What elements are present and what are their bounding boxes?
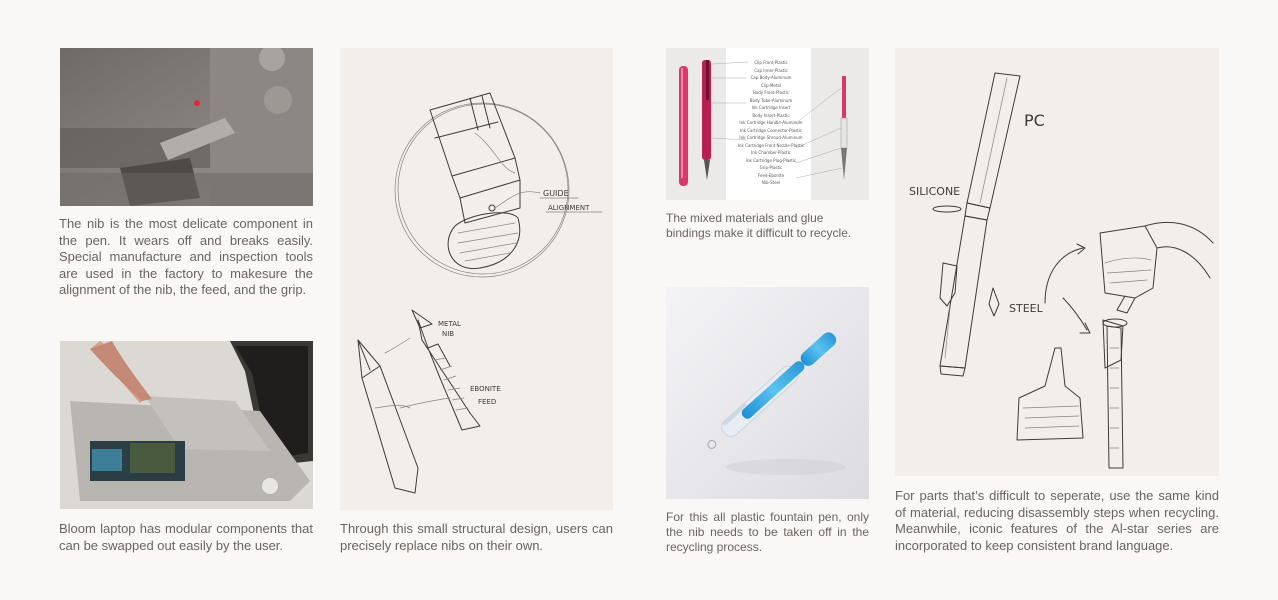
steel-label: STEEL [1009,302,1043,315]
laptop-modular-photo [60,341,313,509]
parts-list-item: Ink Cartridge Handle-Aluminum [739,120,803,125]
parts-list-item: Feed-Ebonite [757,172,785,178]
parts-list-item: Clip Front-Plastic [754,60,788,65]
feed-label: FEED [478,398,497,406]
nib-inspection-photo [60,48,313,206]
parts-list [736,59,806,187]
silicone-label: SILICONE [909,185,961,198]
metal-label: METAL [438,320,461,328]
plastic-pen-photo [666,287,869,499]
parts-list-item: Nib-Steel [761,180,781,185]
ebonite-label: EBONITE [470,385,501,393]
parts-list-item: Cap Inner-Plastic [754,67,788,73]
parts-list-item: Body Front-Plastic [753,90,789,95]
same-material-caption: For parts that’s difficult to seperate, use the same kind of material, reducing disassembly steps when recycling. Meanwhile, iconic features of the Al-star series are incorporated to keep consistent brand language. [895,488,1219,553]
pen-materials-diagram [666,48,869,200]
structural-caption: Through this small structural design, users can precisely replace nibs on their own. [340,521,613,553]
parts-list-item: Body Tube-Aluminum [749,97,793,103]
plastic-pen-caption: For this all plastic fountain pen, only the nib needs to be taken off in the recycling process. [666,510,869,554]
same-material-sketch [895,48,1219,476]
parts-list-item: Ink Cartridge Connector-Plastic [739,127,803,133]
alignment-label: ALIGNMENT [548,204,590,212]
parts-list-item: Grip-Plastic [759,165,783,170]
parts-list-item: Cap Body-Aluminum [750,75,792,80]
nib-replacement-sketch [340,48,613,510]
guide-label: GUIDE [543,189,569,198]
parts-list-item: Body Insert-Plastic [752,112,790,118]
parts-list-item: Ink Cartridge Front Nozzle-Plastic [737,142,805,148]
parts-list-item: Ink Cartridge Insert [751,105,791,110]
laptop-caption: Bloom laptop has modular components that can be swapped out easily by the user. [59,521,313,553]
parts-list-item: Ink Cartridge Plug-Plastic [745,157,797,163]
materials-caption: The mixed materials and glue bindings make it difficult to recycle. [666,211,852,240]
parts-list-item: Ink Chamber-Plastic [751,150,791,155]
pc-label: PC [1024,111,1045,130]
nib-label: NIB [442,330,455,338]
parts-list-item: Ink Cartridge Shroud-Aluminum [739,135,803,140]
parts-list-item: Clip-Metal [760,82,782,88]
nib-caption: The nib is the most delicate component in the pen. It wears off and breaks easily. Special manufacture and inspection tools are used in the factory to makesure the alignment of the nib, the feed, and the grip. [59,216,313,297]
